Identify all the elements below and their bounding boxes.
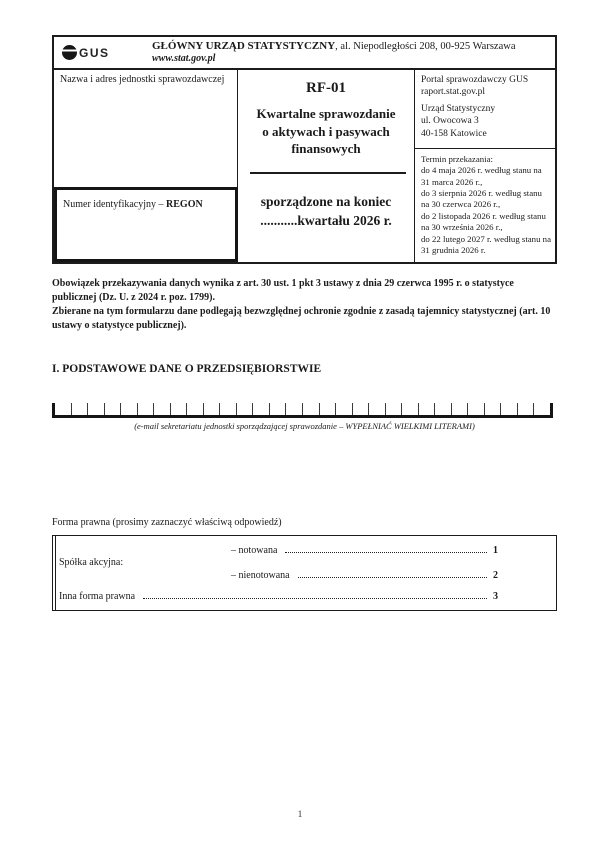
regon-field[interactable] [54, 187, 238, 262]
email-char-cell[interactable] [501, 403, 518, 415]
email-char-cell[interactable] [369, 403, 386, 415]
form-sheet [52, 35, 557, 611]
legal-notice [52, 277, 557, 333]
prepared-note [238, 193, 414, 231]
leader-dots [298, 577, 487, 578]
prepared-line1: sporządzone na koniec [260, 193, 392, 209]
email-char-cell[interactable] [402, 403, 419, 415]
deadline-item: do 22 lutego 2027 r. według stanu na 31 grudnia 2026 r. [421, 233, 551, 256]
office-line2: ul. Owocowa 3 [421, 116, 479, 127]
email-char-cell[interactable] [220, 403, 237, 415]
office-line1: Urząd Statystyczny [421, 104, 496, 115]
option-unlisted-code[interactable]: 2 [493, 569, 498, 581]
regon-label-code: REGON [166, 198, 203, 210]
deadline-item: do 4 maja 2026 r. według stanu na 31 marca 2026 r., [421, 165, 542, 187]
option-listed-label: – notowana [231, 544, 278, 556]
form-header-table [52, 35, 557, 264]
email-char-cell[interactable] [154, 403, 171, 415]
email-char-cell[interactable] [88, 403, 105, 415]
email-char-cell[interactable] [270, 403, 287, 415]
email-char-cell[interactable] [534, 403, 550, 415]
portal-info [415, 70, 555, 98]
email-char-cell[interactable] [518, 403, 535, 415]
deadline-item: do 2 listopada 2026 r. według stanu na 30 września 2026 r., [421, 210, 546, 233]
option-other-code[interactable]: 3 [493, 590, 498, 602]
brand-header-row [54, 37, 555, 70]
email-char-cell[interactable] [187, 403, 204, 415]
email-char-cell[interactable] [72, 403, 89, 415]
gus-logo-text: GUS [79, 45, 110, 60]
reporting-unit-label: Nazwa i adres jednostki sprawozdawczej [60, 74, 225, 85]
reporting-unit-field[interactable] [54, 70, 238, 187]
option-listed-code[interactable]: 1 [493, 544, 498, 556]
org-address: , al. Niepodległości 208, 00-925 Warszawa [335, 40, 516, 52]
prepared-line2: ...........kwartału 2026 r. [260, 212, 392, 228]
email-char-cell[interactable] [55, 403, 72, 415]
email-char-cell[interactable] [204, 403, 221, 415]
leader-dots [285, 552, 487, 553]
legal-form-label: Forma prawna (prosimy zaznaczyć właściwą odpowiedź) [52, 516, 282, 528]
deadline-list [421, 165, 552, 256]
legal-form-box [52, 535, 557, 611]
email-char-cell[interactable] [336, 403, 353, 415]
email-char-cell[interactable] [138, 403, 155, 415]
header-middle-column [238, 70, 415, 262]
joint-stock-label: Spółka akcyjna: [59, 557, 124, 569]
option-other-label: Inna forma prawna [59, 590, 136, 602]
regon-label: Numer identyfikacyjny – [63, 198, 167, 210]
org-name: GŁÓWNY URZĄD STATYSTYCZNY [152, 39, 336, 52]
deadline-block [415, 148, 555, 262]
form-header-body [54, 70, 555, 262]
email-char-cell[interactable] [171, 403, 188, 415]
email-char-cell[interactable] [105, 403, 122, 415]
portal-line2: raport.stat.gov.pl [421, 87, 486, 98]
email-comb-field[interactable] [52, 403, 553, 418]
joint-stock-options [231, 545, 556, 581]
office-address [415, 98, 555, 147]
legal-notice-line1: Obowiązek przekazywania danych wynika z art. 30 ust. 1 pkt 3 ustawy z dnia 29 czerwca 1995 r. o statystyce publicznej (Dz. U. z 2024 r. poz. 1799). [52, 277, 514, 303]
portal-line1: Portal sprawozdawczy GUS [421, 75, 529, 85]
legal-notice-line2: Zbierane na tym formularzu dane podlegają bezwzględnej ochronie zgodnie z zasadą tajemnicy statystycznej (art. 10 ustawy o statystyce publicznej). [52, 305, 551, 331]
gus-logo-icon [62, 45, 77, 60]
email-char-cell[interactable] [303, 403, 320, 415]
middle-separator [250, 172, 406, 174]
email-char-cell[interactable] [386, 403, 403, 415]
email-char-cell[interactable] [121, 403, 138, 415]
form-title: Kwartalne sprawozdanie o aktywach i pasywach finansowych [256, 106, 396, 157]
email-char-cell[interactable] [237, 403, 254, 415]
email-caption: (e-mail sekretariatu jednostki sporządzającej sprawozdanie – WYPEŁNIAĆ WIELKIMI LITERAMI) [134, 420, 475, 431]
header-left-column [54, 70, 238, 262]
office-line3: 40-158 Katowice [421, 128, 487, 139]
email-char-cell[interactable] [435, 403, 452, 415]
leader-dots [143, 598, 487, 599]
email-char-cell[interactable] [468, 403, 485, 415]
org-info [152, 40, 516, 66]
deadline-title: Termin przekazania: [421, 153, 493, 164]
header-right-column [415, 70, 555, 262]
page-number: 1 [297, 810, 303, 820]
form-code: RF-01 [306, 80, 346, 96]
email-char-cell[interactable] [286, 403, 303, 415]
option-unlisted [231, 570, 498, 581]
email-char-cell[interactable] [320, 403, 337, 415]
option-listed [231, 545, 498, 556]
deadline-item: do 3 sierpnia 2026 r. według stanu na 30 czerwca 2026 r., [421, 188, 542, 210]
email-char-cell[interactable] [485, 403, 502, 415]
email-char-cell[interactable] [419, 403, 436, 415]
email-char-cell[interactable] [353, 403, 370, 415]
gus-logo [62, 45, 124, 60]
joint-stock-group [59, 545, 556, 581]
section-title: I. PODSTAWOWE DANE O PRZEDSIĘBIORSTWIE [52, 362, 322, 375]
email-char-cell[interactable] [452, 403, 469, 415]
option-unlisted-label: – nienotowana [231, 569, 290, 581]
option-other-legal-form [59, 591, 556, 602]
email-char-cell[interactable] [253, 403, 270, 415]
website-url: www.stat.gov.pl [152, 53, 216, 65]
